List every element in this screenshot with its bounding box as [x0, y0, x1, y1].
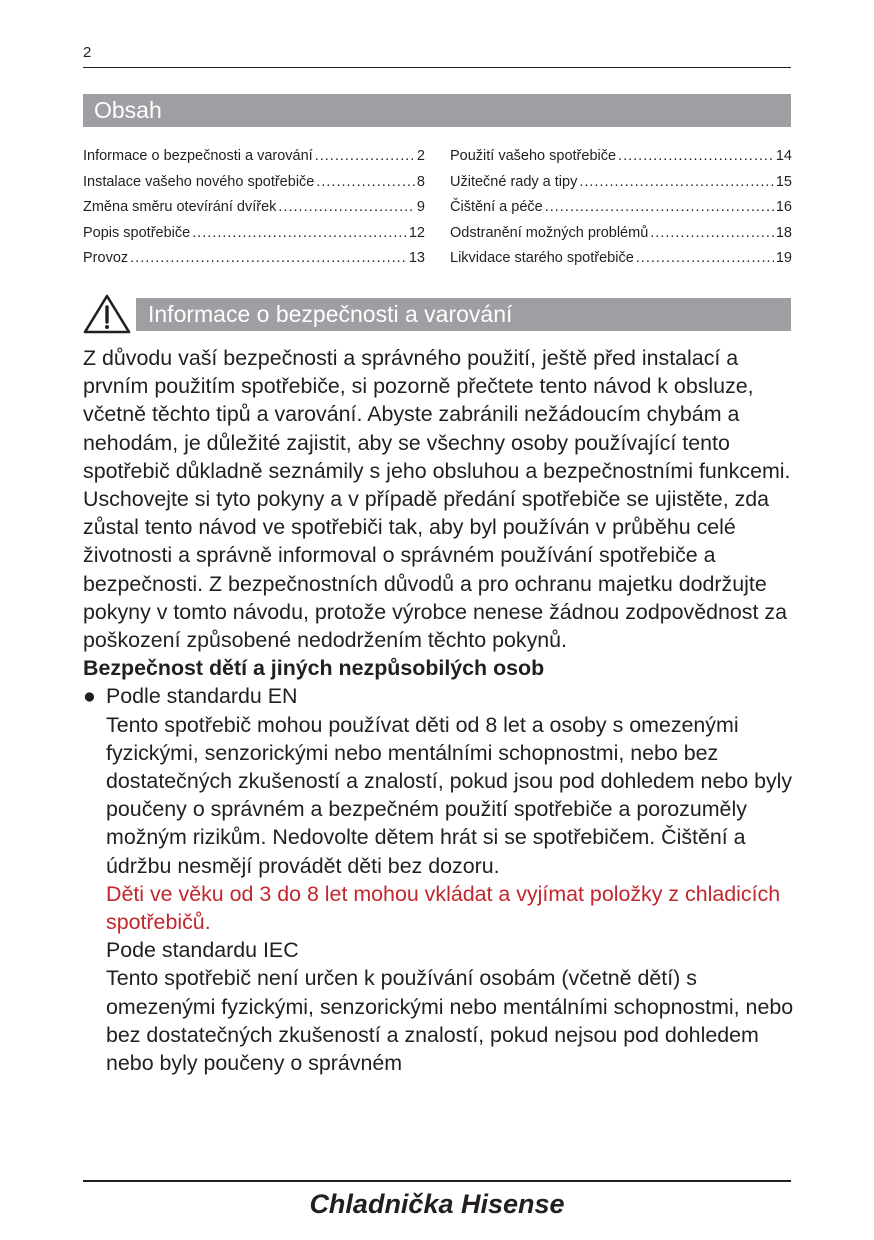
toc-entry-label: Instalace vašeho nového spotřebiče — [83, 173, 315, 190]
contents-header-bar — [83, 94, 791, 127]
toc-entry-label: Použití vašeho spotřebiče — [450, 148, 617, 164]
toc-leader-dots — [618, 148, 774, 164]
toc-entry-label: Provoz — [83, 250, 129, 266]
toc-leader-dots — [192, 225, 407, 241]
toc-entry-page: 16 — [775, 199, 792, 215]
toc-entry[interactable] — [83, 148, 425, 174]
toc-entry[interactable] — [450, 174, 792, 200]
toc-entry-page: 14 — [775, 148, 792, 164]
safety-header-bar — [136, 298, 791, 331]
top-divider — [83, 67, 791, 68]
safety-section-title: Informace o bezpečnosti a varování — [148, 301, 513, 327]
toc-entry-label: Popis spotřebiče — [83, 224, 191, 241]
toc-entry-page: 12 — [408, 224, 425, 241]
toc-entry[interactable] — [83, 199, 425, 225]
toc-entry-page: 2 — [416, 148, 425, 164]
toc-entry-page: 19 — [775, 250, 792, 266]
iec-standard-heading: Pode standardu IEC — [106, 938, 299, 963]
toc-entry-label: Čištění a péče — [450, 199, 543, 215]
toc-entry[interactable] — [83, 225, 425, 251]
toc-entry-page: 9 — [416, 199, 425, 215]
footer-product-title: Chladnička Hisense — [309, 1189, 565, 1219]
toc-leader-dots — [545, 199, 774, 215]
toc-entry[interactable] — [83, 174, 425, 200]
page-number: 2 — [83, 44, 92, 61]
warning-triangle-icon — [82, 293, 132, 335]
toc-entry-label: Likvidace starého spotřebiče — [450, 250, 634, 266]
toc-leader-dots — [315, 148, 415, 164]
toc-entry[interactable] — [450, 225, 792, 251]
toc-entry[interactable] — [450, 250, 792, 276]
toc-left-column — [83, 148, 425, 276]
safety-intro-paragraph: Z důvodu vaší bezpečnosti a správného použití, ještě před instalací a prvním použitím spotřebiče, si pozorně přečtete tento návod k obsluze, včetně těchto tipů a varování. Abyste zabránili nežádoucím chybám a nehodám, je důležité zajistit, aby se všechny osoby používající tento spotřebič důkladně seznámily s jeho obsluhou a bezpečnostními funkcemi. Uschovejte si tyto pokyny a v případě předání spotřebiče se ujistěte, zda zůstal tento návod ve spotřebiči tak, aby byl používán v průběhu celé životnosti a správně informoval o správném používání spotřebiče a bezpečnosti. Z bezpečnostních důvodů a pro ochranu majetku dodržujte pokyny v tomto návodu, protože výrobce nenese žádnou zodpovědnost za poškození způsobené nedodržením těchto pokynů. — [83, 346, 791, 653]
child-safety-heading: Bezpečnost dětí a jiných nezpůsobilých osob — [83, 656, 545, 681]
toc-leader-dots — [636, 250, 774, 266]
toc-leader-dots — [579, 174, 774, 190]
toc-entry-page: 18 — [775, 224, 792, 241]
toc-entry-label: Změna směru otevírání dvířek — [83, 199, 277, 215]
toc-leader-dots — [278, 199, 415, 215]
toc-entry[interactable] — [450, 199, 792, 225]
toc-entry-label: Odstranění možných problémů — [450, 224, 649, 241]
contents-title: Obsah — [94, 97, 162, 123]
bullet-dot-icon: ● — [83, 684, 96, 709]
toc-entry-page: 8 — [416, 173, 425, 190]
toc-entry[interactable] — [83, 250, 425, 276]
bullet-item — [83, 682, 795, 710]
toc-entry-label: Informace o bezpečnosti a varování — [83, 148, 313, 164]
toc-right-column — [450, 148, 792, 276]
en-standard-text: Tento spotřebič mohou používat děti od 8 let a osoby s omezenými fyzickými, senzorickými nebo mentálními schopnostmi, nebo bez dostatečných zkušeností a znalostí, pokud jsou pod dohledem nebo byly poučeny o správném a bezpečném použití spotřebiče a porozuměly možným rizikům. Nedovolte dětem hrát si se spotřebičem. Čištění a údržbu nesmějí provádět děti bez dozoru. — [106, 712, 793, 878]
iec-standard-text: Tento spotřebič není určen k používání osobám (včetně dětí) s omezenými fyzickými, senzorickými nebo mentálními schopnostmi, nebo bez dostatečných zkušeností a znalostí, pokud nejsou pod dohledem nebo byly poučeny o správném — [106, 966, 794, 1076]
safety-body — [83, 344, 795, 1077]
toc-leader-dots — [130, 250, 407, 266]
toc-entry[interactable] — [450, 148, 792, 174]
en-standard-red-warning: Děti ve věku od 3 do 8 let mohou vkládat a vyjímat položky z chladicích spotřebičů. — [106, 881, 781, 935]
en-standard-heading: Podle standardu EN — [106, 684, 298, 709]
bottom-divider — [83, 1180, 791, 1182]
toc-leader-dots — [316, 174, 415, 190]
toc-entry-label: Užitečné rady a tipy — [450, 173, 578, 190]
toc-entry-page: 15 — [775, 173, 792, 190]
toc-leader-dots — [650, 225, 774, 241]
toc-entry-page: 13 — [408, 250, 425, 266]
